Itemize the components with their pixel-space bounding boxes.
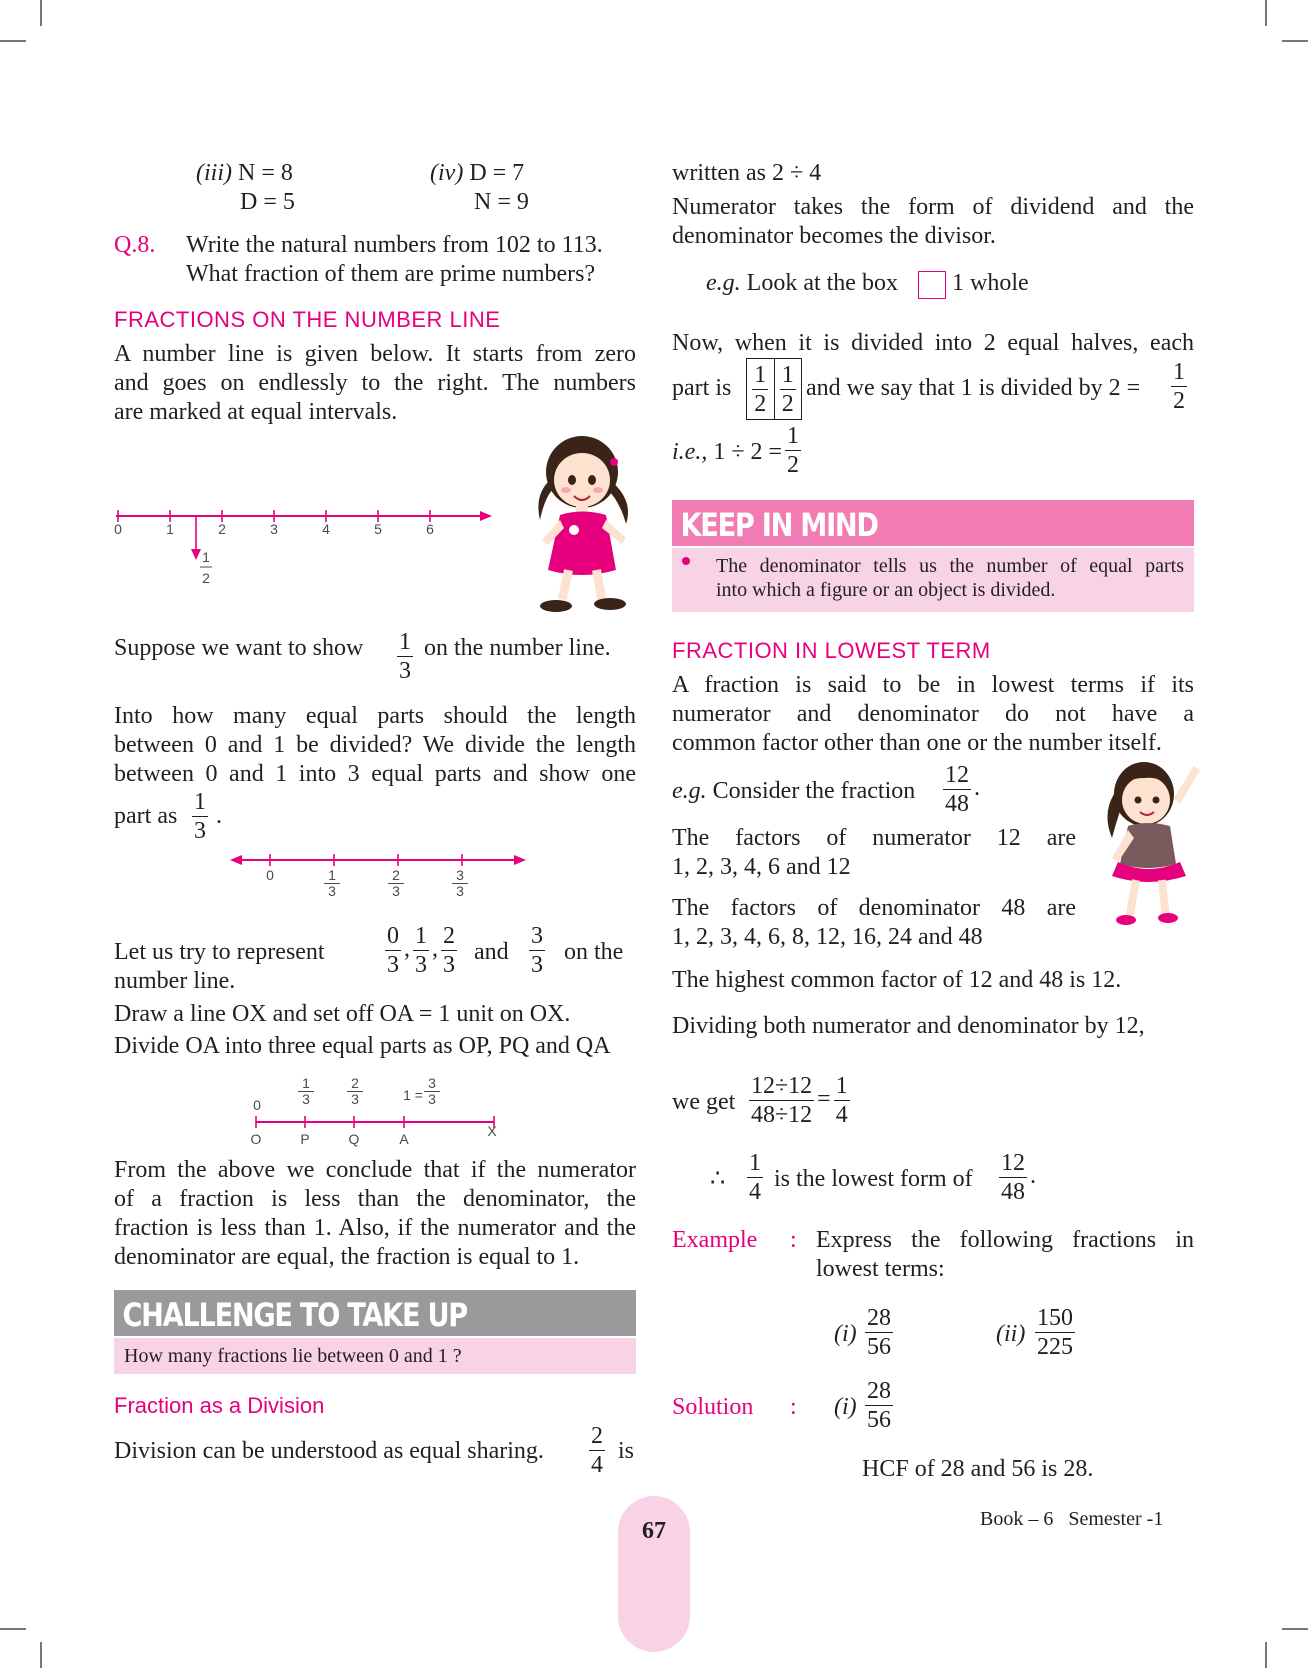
point-label: P bbox=[300, 1131, 310, 1147]
half-cell: $\frac{1}{2}$ bbox=[781, 361, 794, 417]
lets-try-fractions: $\frac{0}{3}$ , $\frac{1}{3}$ , $\frac{2}{3}$ bbox=[387, 923, 455, 978]
lowest-para-line: common factor other than one or the number itself. bbox=[672, 730, 1162, 756]
intro-line: are marked at equal intervals. bbox=[114, 399, 398, 425]
example-i-fraction: $\frac{28}{56}$ bbox=[867, 1305, 891, 1360]
crop-mark bbox=[40, 1642, 42, 1668]
tick-label: 0 bbox=[114, 521, 122, 537]
q8-line1: Write the natural numbers from 102 to 113. bbox=[186, 232, 603, 258]
solution-i-fraction: $\frac{28}{56}$ bbox=[867, 1378, 891, 1433]
section-heading-lowest-term: FRACTION IN LOWEST TERM bbox=[672, 638, 991, 663]
crop-mark bbox=[1265, 1642, 1267, 1668]
half-numerator: 1 bbox=[202, 549, 210, 565]
point-label: O bbox=[250, 1131, 262, 1147]
example-text: Express the following fractions in bbox=[816, 1227, 1194, 1253]
suppose-text: Suppose we want to show bbox=[114, 635, 364, 661]
example-ii-fraction: $\frac{150}{225}$ bbox=[1037, 1305, 1073, 1360]
division-text: Division can be understood as equal sharing. bbox=[114, 1438, 544, 1464]
number-line-1 bbox=[108, 500, 498, 590]
suppose-text-end: on the number line. bbox=[424, 635, 611, 661]
para-line: Into how many equal parts should the length bbox=[114, 703, 636, 729]
numerator-line: denominator becomes the divisor. bbox=[672, 223, 996, 249]
q8-line2: What fraction of them are prime numbers? bbox=[186, 261, 596, 287]
tick-label: 6 bbox=[426, 521, 434, 537]
q7-iii-n: (iii) N = 8 bbox=[196, 160, 293, 186]
conclusion-line: fraction is less than 1. Also, if the numerator and the bbox=[114, 1215, 636, 1241]
part-as-text: part as bbox=[114, 803, 178, 829]
tick-label: 3 bbox=[270, 521, 278, 537]
tick-fraction: 3 3 bbox=[424, 1076, 440, 1106]
consider-fraction: $\frac{12}{48}$ . bbox=[945, 762, 980, 817]
para-line: between 0 and 1 be divided? We divide the length bbox=[114, 732, 636, 758]
hcf-28-line: HCF of 28 and 56 is 28. bbox=[862, 1456, 1094, 1482]
conclusion-line: From the above we conclude that if the numerator bbox=[114, 1157, 636, 1183]
tick-label: 5 bbox=[374, 521, 382, 537]
numerator-line: Numerator takes the form of dividend and the bbox=[672, 194, 1194, 220]
hcf-line: The highest common factor of 12 and 48 is 12. bbox=[672, 967, 1122, 993]
tick-label: 1 bbox=[166, 521, 174, 537]
q7-iv-d: (iv) D = 7 bbox=[430, 160, 525, 186]
part-as-fraction: $\frac{1}{3}$ bbox=[194, 789, 206, 844]
point-label: Q bbox=[348, 1131, 360, 1147]
we-get-text: we get bbox=[672, 1089, 736, 1115]
lowest-para-line: numerator and denominator do not have a bbox=[672, 701, 1194, 727]
factors-numerator-line: The factors of numerator 12 are bbox=[672, 825, 1076, 851]
whole-box bbox=[918, 271, 946, 299]
ie-line: i.e., 1 ÷ 2 = bbox=[672, 439, 783, 465]
challenge-title: CHALLENGE TO TAKE UP bbox=[122, 1296, 467, 1334]
written-as-text: written as 2 ÷ 4 bbox=[672, 160, 822, 186]
now-line: Now, when it is divided into 2 equal halves, each bbox=[672, 330, 1194, 356]
point-label: X bbox=[487, 1123, 497, 1139]
crop-mark bbox=[1265, 0, 1267, 26]
crop-mark bbox=[0, 1628, 26, 1630]
part-is-text: part is bbox=[672, 375, 732, 401]
lowest-form-original: $\frac{12}{48}$ . bbox=[1001, 1150, 1036, 1205]
draw-line-text: Draw a line OX and set off OA = 1 unit on OX. bbox=[114, 1001, 571, 1027]
division-is: is bbox=[618, 1438, 635, 1464]
tick-label-zero: 0 bbox=[266, 867, 274, 883]
example-ii-label: (ii) bbox=[996, 1321, 1026, 1347]
intro-line: and goes on endlessly to the right. The numbers bbox=[114, 370, 636, 396]
half-denominator: 2 bbox=[202, 570, 210, 586]
solution-label: Solution bbox=[672, 1394, 754, 1420]
we-get-fraction: $\frac{12\div 12}{48\div 12}$ = $\frac{1}{4}$ bbox=[751, 1073, 848, 1128]
solution-colon: : bbox=[790, 1394, 797, 1420]
lowest-form-text: is the lowest form of bbox=[774, 1166, 973, 1192]
challenge-box bbox=[114, 1338, 636, 1374]
ie-fraction: $\frac{1}{2}$ bbox=[787, 423, 799, 478]
example-text: lowest terms: bbox=[816, 1256, 945, 1282]
keep-text-line: The denominator tells us the number of equal parts bbox=[716, 555, 1184, 577]
and-word: and bbox=[474, 939, 509, 965]
footer-book: Book – 6 Semester -1 bbox=[980, 1508, 1164, 1530]
q8-label: Q.8. bbox=[114, 232, 156, 258]
tick-label-zero: 0 bbox=[253, 1097, 261, 1113]
factors-denominator-line: The factors of denominator 48 are bbox=[672, 895, 1076, 921]
lets-try-last-fraction: $\frac{3}{3}$ bbox=[531, 923, 543, 978]
consider-line: e.g. Consider the fraction bbox=[672, 778, 916, 804]
challenge-text: How many fractions lie between 0 and 1 ? bbox=[124, 1345, 462, 1367]
lets-try-text: Let us try to represent bbox=[114, 939, 325, 965]
tick-fraction: 1 3 bbox=[298, 1076, 314, 1106]
therefore-symbol: ∴ bbox=[710, 1166, 726, 1192]
dividing-line: Dividing both numerator and denominator by 12, bbox=[672, 1013, 1145, 1039]
tick-label: 4 bbox=[322, 521, 330, 537]
q7-iv-n: N = 9 bbox=[474, 189, 529, 215]
tick-fraction: 2 3 bbox=[388, 868, 404, 898]
halves-box bbox=[746, 358, 802, 420]
challenge-banner bbox=[114, 1290, 636, 1336]
girl-illustration-waving bbox=[1104, 754, 1204, 934]
intro-line: A number line is given below. It starts from zero bbox=[114, 341, 636, 367]
crop-mark bbox=[40, 0, 42, 26]
tick-fraction: 2 3 bbox=[347, 1076, 363, 1106]
half-cell: $\frac{1}{2}$ bbox=[747, 359, 775, 419]
crop-mark bbox=[0, 40, 26, 42]
example-colon: : bbox=[790, 1227, 797, 1253]
on-the-text: on the bbox=[564, 939, 624, 965]
point-label: A bbox=[399, 1131, 409, 1147]
factors-denominator-values: 1, 2, 3, 4, 6, 8, 12, 16, 24 and 48 bbox=[672, 924, 983, 950]
bullet-icon bbox=[682, 557, 690, 565]
period: . bbox=[216, 803, 222, 829]
half-fraction: $\frac{1}{2}$ bbox=[1173, 359, 1185, 414]
q7-iii-d: D = 5 bbox=[240, 189, 295, 215]
factors-numerator-values: 1, 2, 3, 4, 6 and 12 bbox=[672, 854, 851, 880]
one-equals: 1 = bbox=[403, 1087, 423, 1103]
suppose-fraction: $\frac{1}{3}$ bbox=[399, 629, 411, 684]
crop-mark bbox=[1282, 40, 1308, 42]
keep-in-mind-box bbox=[672, 548, 1194, 612]
keep-in-mind-banner bbox=[672, 500, 1194, 546]
eg-look-line: e.g. Look at the box bbox=[706, 270, 898, 296]
girl-illustration-walking bbox=[530, 420, 645, 625]
lowest-para-line: A fraction is said to be in lowest terms if its bbox=[672, 672, 1194, 698]
para-line: between 0 and 1 into 3 equal parts and show one bbox=[114, 761, 636, 787]
lowest-form-fraction: $\frac{1}{4}$ bbox=[749, 1150, 761, 1205]
page-number: 67 bbox=[642, 1518, 666, 1544]
divided-by-text: and we say that 1 is divided by 2 = bbox=[806, 375, 1141, 401]
solution-i-label: (i) bbox=[834, 1394, 857, 1420]
number-line-3 bbox=[248, 1114, 498, 1130]
keep-in-mind-title: KEEP IN MIND bbox=[680, 506, 878, 544]
conclusion-line: denominator are equal, the fraction is equal to 1. bbox=[114, 1244, 580, 1270]
section-heading-division: Fraction as a Division bbox=[114, 1393, 325, 1418]
division-fraction: $\frac{2}{4}$ bbox=[591, 1423, 603, 1478]
one-whole-text: 1 whole bbox=[952, 270, 1029, 296]
number-line-word: number line. bbox=[114, 968, 236, 994]
crop-mark bbox=[1282, 1628, 1308, 1630]
tick-fraction: 1 3 bbox=[324, 868, 340, 898]
example-i-label: (i) bbox=[834, 1321, 857, 1347]
tick-fraction: 3 3 bbox=[452, 868, 468, 898]
conclusion-line: of a fraction is less than the denominator, the bbox=[114, 1186, 636, 1212]
example-label: Example bbox=[672, 1227, 758, 1253]
keep-text-line: into which a figure or an object is divided. bbox=[716, 579, 1056, 601]
tick-label: 2 bbox=[218, 521, 226, 537]
divide-line-text: Divide OA into three equal parts as OP, PQ and QA bbox=[114, 1033, 611, 1059]
section-heading-number-line: FRACTIONS ON THE NUMBER LINE bbox=[114, 307, 501, 332]
